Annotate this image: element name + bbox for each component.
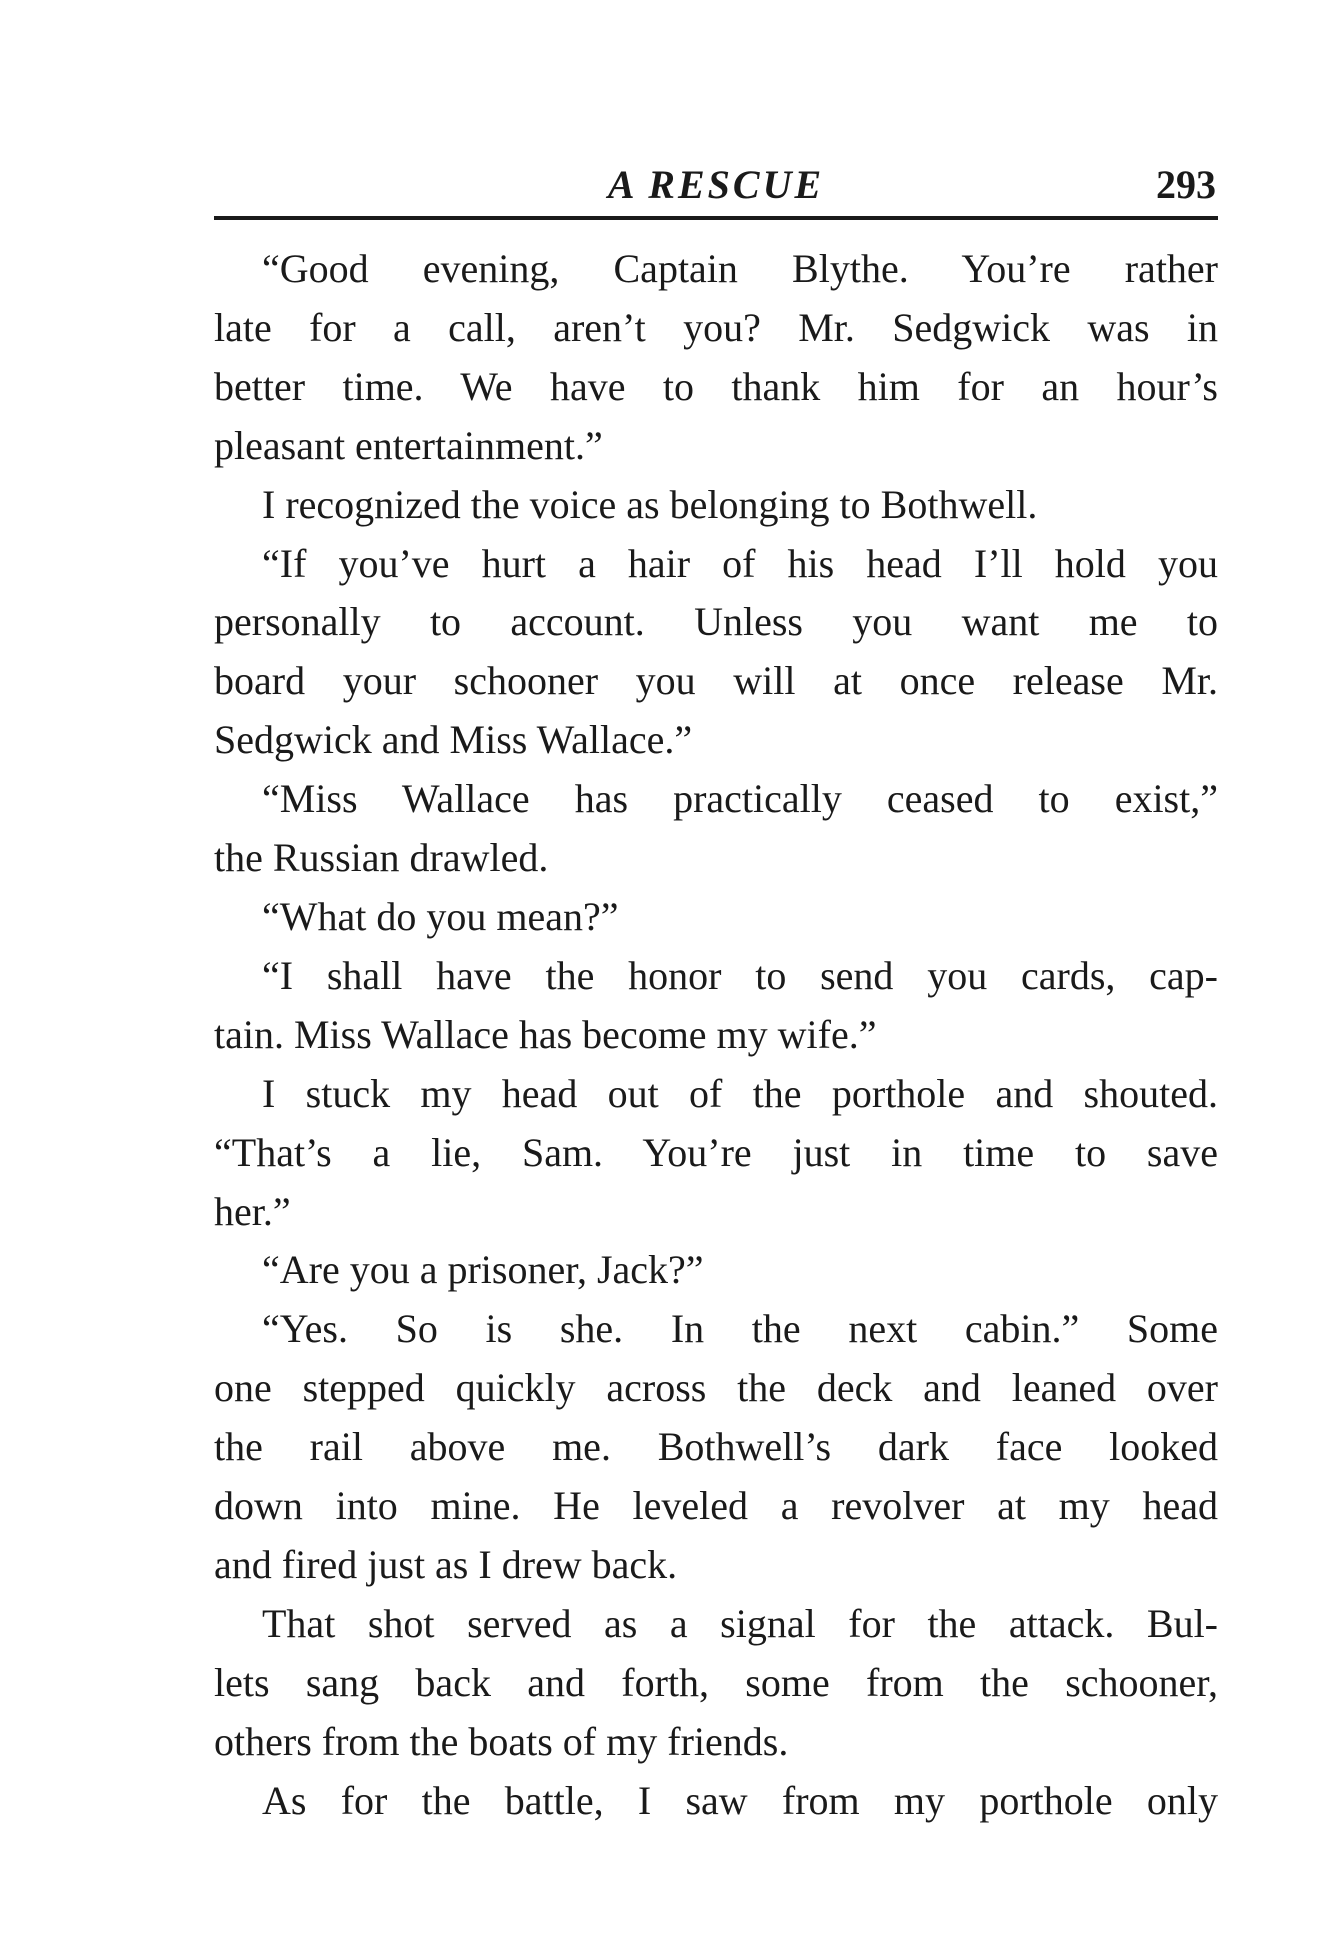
- text-line: late for a call, aren’t you? Mr. Sedgwick was in: [214, 304, 1218, 350]
- text-line: I recognized the voice as belonging to Bothwell.: [262, 481, 1038, 527]
- text-line: better time. We have to thank him for an hour’s: [214, 363, 1218, 409]
- text-line: lets sang back and forth, some from the schooner,: [214, 1659, 1218, 1705]
- paragraph: [214, 947, 1218, 1065]
- text-line: pleasant entertainment.”: [214, 422, 603, 468]
- paragraph: [214, 770, 1218, 888]
- text-line: board your schooner you will at once release Mr.: [214, 658, 1218, 704]
- body-text: [214, 240, 1218, 1830]
- text-line: tain. Miss Wallace has become my wife.”: [214, 1011, 877, 1057]
- text-line: That shot served as a signal for the attack. Bul-: [262, 1600, 1218, 1646]
- paragraph: [214, 1300, 1218, 1595]
- paragraph: [214, 1595, 1218, 1772]
- text-line: down into mine. He leveled a revolver at my head: [214, 1483, 1218, 1529]
- paragraph: [214, 888, 1218, 947]
- paragraph: [214, 1772, 1218, 1831]
- text-line: “I shall have the honor to send you cards, cap-: [262, 952, 1218, 998]
- text-line: As for the battle, I saw from my porthole only: [262, 1777, 1218, 1823]
- text-line: the Russian drawled.: [214, 835, 549, 881]
- paragraph: [214, 535, 1218, 771]
- text-line: “That’s a lie, Sam. You’re just in time to save: [214, 1129, 1218, 1175]
- text-line: one stepped quickly across the deck and leaned over: [214, 1365, 1218, 1411]
- page-number: 293: [1156, 162, 1216, 207]
- running-title: A RESCUE: [607, 162, 825, 207]
- text-line: “Are you a prisoner, Jack?”: [262, 1247, 704, 1293]
- text-line: Sedgwick and Miss Wallace.”: [214, 717, 693, 763]
- text-line: personally to account. Unless you want me to: [214, 599, 1218, 645]
- text-line: “Yes. So is she. In the next cabin.” Some: [262, 1306, 1218, 1352]
- text-line: others from the boats of my friends.: [214, 1718, 789, 1764]
- text-line: “Miss Wallace has practically ceased to exist,”: [262, 776, 1218, 822]
- text-line: her.”: [214, 1188, 291, 1234]
- text-line: the rail above me. Bothwell’s dark face looked: [214, 1424, 1218, 1470]
- text-line: “What do you mean?”: [262, 893, 619, 939]
- paragraph: [214, 1241, 1218, 1300]
- text-line: “If you’ve hurt a hair of his head I’ll hold you: [262, 540, 1218, 586]
- header-rule: [214, 216, 1218, 220]
- text-line: and fired just as I drew back.: [214, 1541, 678, 1587]
- paragraph: [214, 240, 1218, 476]
- text-line: “Good evening, Captain Blythe. You’re rather: [262, 246, 1218, 291]
- running-header: [214, 160, 1218, 218]
- paragraph: [214, 1065, 1218, 1242]
- paragraph: [214, 476, 1218, 535]
- text-line: I stuck my head out of the porthole and shouted.: [262, 1070, 1218, 1116]
